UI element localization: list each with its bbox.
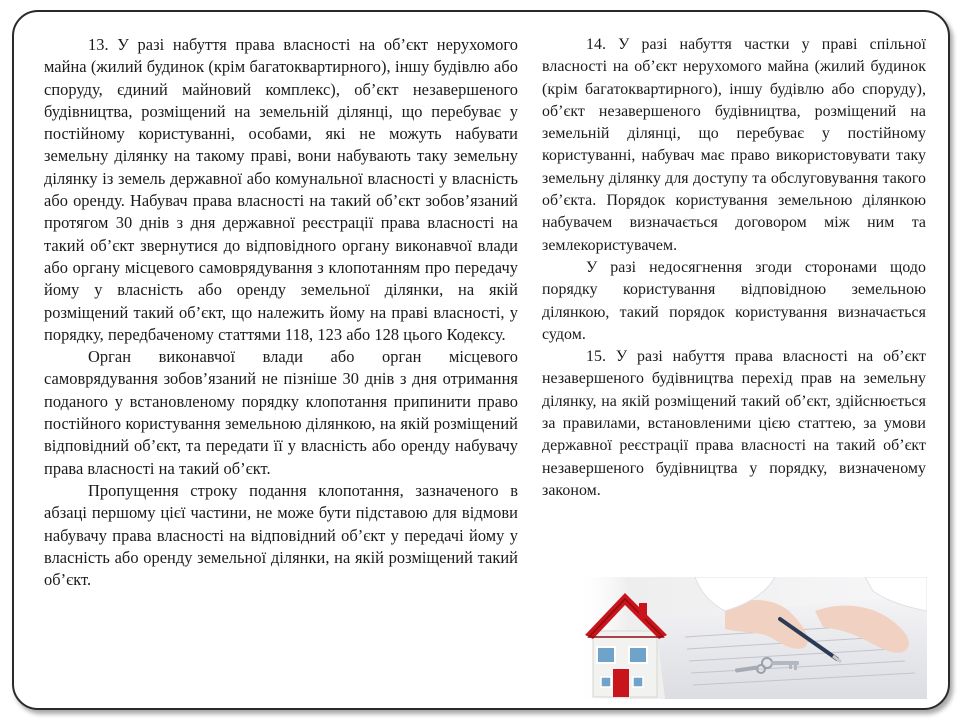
house-keys-signing-illustration xyxy=(575,577,927,699)
paragraph-14: 14. У разі набуття частки у праві спільної власності на об’єкт нерухомого майна (жилий будинок (крім багатоквартирного), іншу будівлю або споруду), об’єкт незавершеного будівництва, розміщений на земельній ділянці, що перебуває у постійному користуванні, набувач має право використовувати таку земельну ділянку для доступу та обслуговування такого об’єкта. Порядок користування земельною ділянкою набувачем визначається договором між ним та землекористувачем. xyxy=(542,36,926,254)
paragraph-13-missed-deadline: Пропущення строку подання клопотання, зазначеного в абзаці першому цієї частини, не може бути підставою для відмови набувачу права власності на відповідний об’єкт у передачі йому у власність або оренду земельної ділянки, на якій розміщений такий об’єкт. xyxy=(44,480,518,590)
paragraph-13: 13. У разі набуття права власності на об’єкт нерухомого майна (жилий будинок (крім багатоквартирного), іншу будівлю або споруду, єдиний майновий комплекс), об’єкт незавершеного будівництва, розміщений на земельній ділянці, що перебуває у постійному користуванні, особами, які не можуть набувати земельну ділянку на такому праві, вони набувають таку земельну ділянку із земель державної або комунальної власності у власність або оренду. Набувач права власності на такий об’єкт зобов’язаний протягом 30 днів з дня державної реєстрації права власності на такий об’єкт звернутися до відповідного органу виконавчої влади або органу місцевого самоврядування з клопотанням про передачу йому у власність або оренду земельної ділянки, на якій розміщений такий об’єкт, що належить йому на праві власності, у порядку, передбаченому статтями 118, 123 або 128 цього Кодексу. xyxy=(44,35,518,344)
paragraph-13-authority-duty: Орган виконавчої влади або орган місцевого самоврядування зобов’язаний не пізніше 30 днів з дня отримання поданого у встановленому порядку клопотання припинити право постійного користування земельною ділянкою, на якій розміщений відповідний об’єкт, та передати її у власність або оренду набувачу права власності на такий об’єкт. xyxy=(44,347,518,478)
paragraph-15: 15. У разі набуття права власності на об’єкт незавершеного будівництва перехід прав на земельну ділянку, на якій розміщений такий об’єкт, здійснюється за правилами, встановленими цією статтею, за умови державної реєстрації права власності на такий об’єкт незавершеного будівництва у порядку, визначеному законом. xyxy=(542,348,926,499)
paragraph-14-court: У разі недосягнення згоди сторонами щодо порядку користування відповідною земельною ділянкою, такий порядок користування визначається судом. xyxy=(542,258,926,343)
left-column xyxy=(44,34,518,591)
right-column xyxy=(542,34,926,502)
